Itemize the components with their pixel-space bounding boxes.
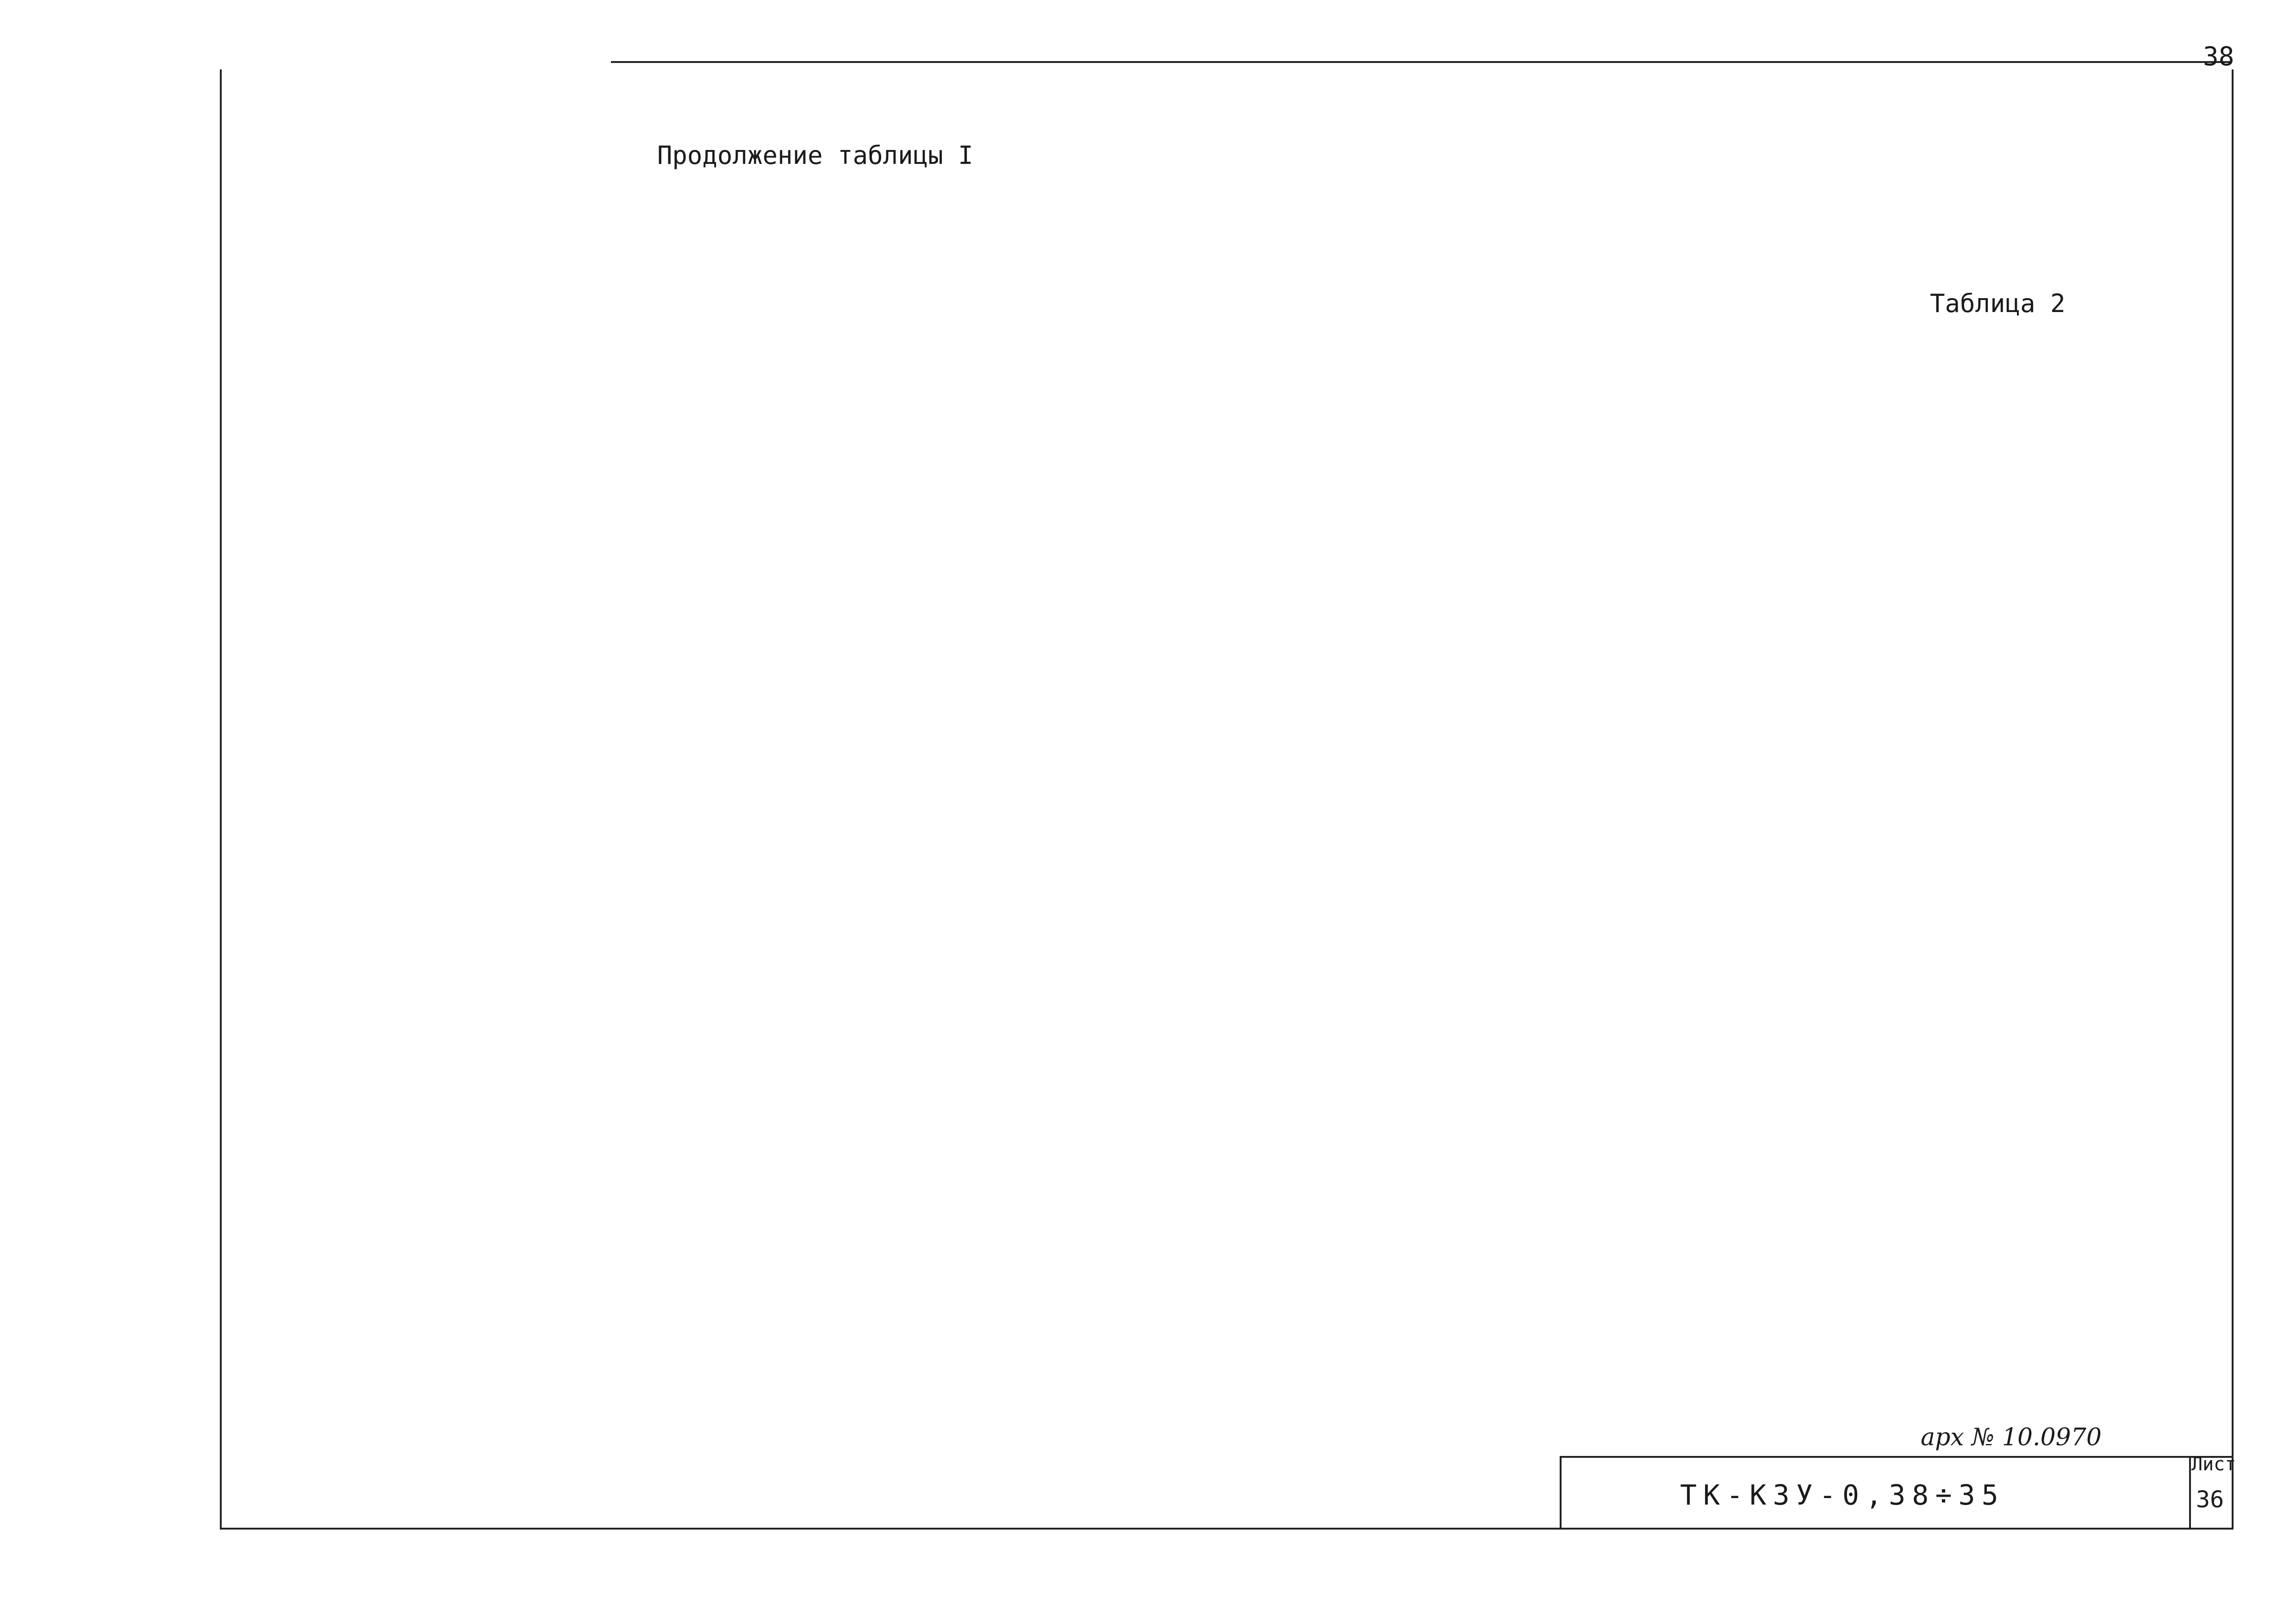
- page-frame-left: [220, 69, 222, 1528]
- table-2-label: Таблица 2: [1930, 289, 2066, 318]
- archive-number: арх № 10.0970: [1921, 1424, 2102, 1451]
- sheet-number: 36: [2196, 1486, 2224, 1513]
- page-number: 38: [2203, 42, 2234, 72]
- left-table-title: Продолжение таблицы I: [657, 141, 973, 170]
- page-frame-top: [611, 61, 2231, 63]
- document-code: ТК-КЗУ-0,38÷35: [1680, 1479, 2005, 1512]
- page-frame-right: [2232, 69, 2234, 1530]
- sheet-label: Лист: [2191, 1454, 2236, 1475]
